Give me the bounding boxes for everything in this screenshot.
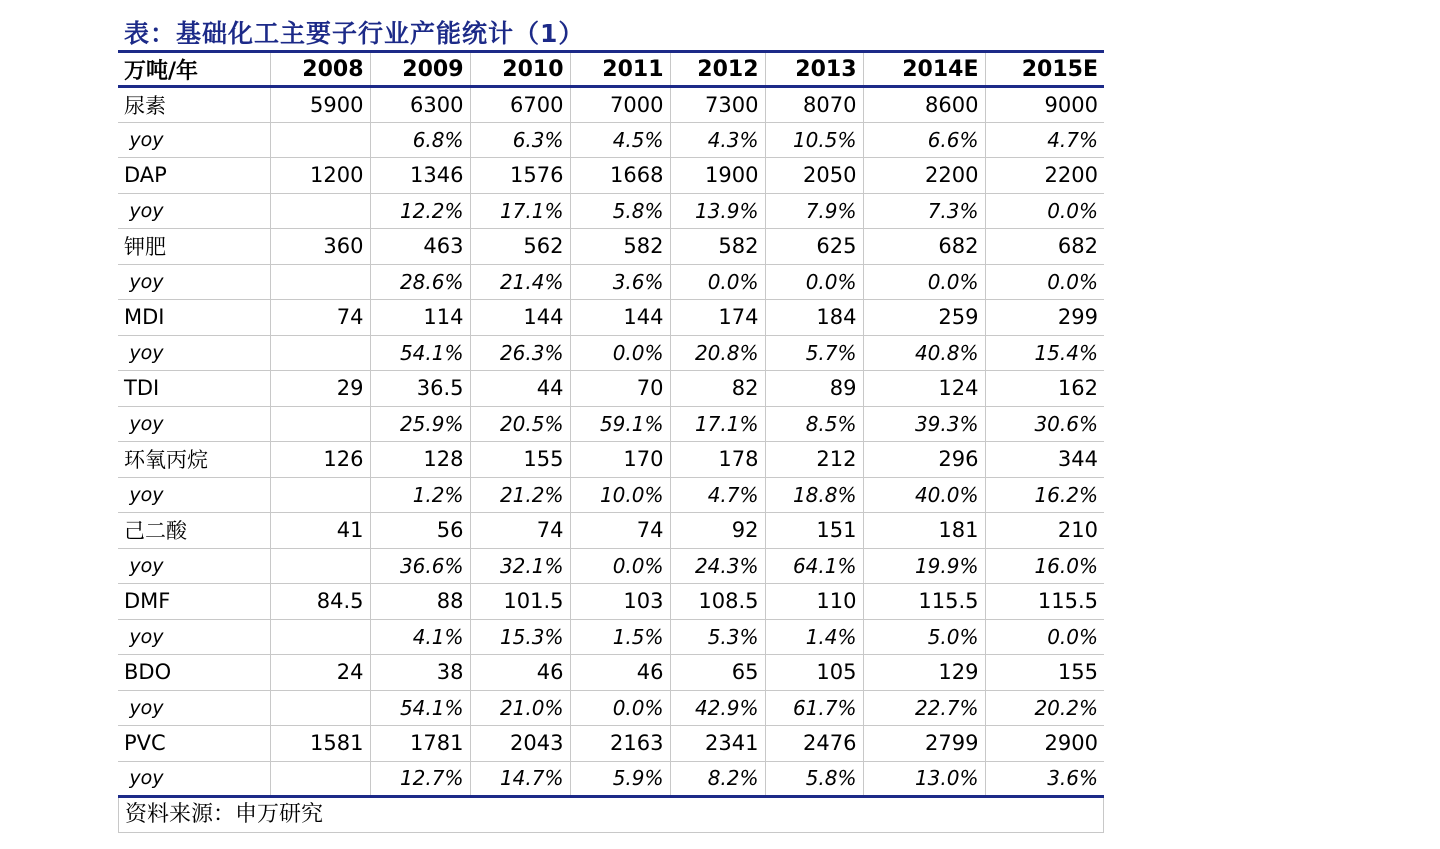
table-cell: 40.8% xyxy=(863,335,985,371)
table-cell: 0.0% xyxy=(985,193,1104,229)
table-cell: 9000 xyxy=(985,87,1104,123)
table-cell: 162 xyxy=(985,371,1104,407)
table-body xyxy=(118,87,1104,797)
table-cell: 16.0% xyxy=(985,548,1104,584)
table-cell xyxy=(270,548,370,584)
table-cell: 26.3% xyxy=(470,335,570,371)
table-cell: 5.8% xyxy=(570,193,670,229)
table-header-row xyxy=(118,52,1104,87)
table-cell: 30.6% xyxy=(985,406,1104,442)
product-row xyxy=(118,726,1104,762)
product-name: DMF xyxy=(118,584,270,620)
table-cell xyxy=(270,122,370,158)
product-name: BDO xyxy=(118,655,270,691)
table-cell: 5.3% xyxy=(670,619,765,655)
table-cell: 12.2% xyxy=(370,193,470,229)
yoy-row xyxy=(118,619,1104,655)
table-cell: 582 xyxy=(570,229,670,265)
header-unit: 万吨/年 xyxy=(118,52,270,87)
table-cell: 21.4% xyxy=(470,264,570,300)
table-cell: 174 xyxy=(670,300,765,336)
table-cell: 25.9% xyxy=(370,406,470,442)
table-cell: 6.3% xyxy=(470,122,570,158)
table-cell: 1781 xyxy=(370,726,470,762)
table-cell: 6.6% xyxy=(863,122,985,158)
table-cell: 8070 xyxy=(765,87,863,123)
table-cell: 54.1% xyxy=(370,335,470,371)
table-cell: 20.2% xyxy=(985,690,1104,726)
yoy-label: yoy xyxy=(118,264,270,300)
table-cell: 36.6% xyxy=(370,548,470,584)
table-cell: 59.1% xyxy=(570,406,670,442)
table-cell: 7000 xyxy=(570,87,670,123)
product-row xyxy=(118,655,1104,691)
table-cell: 625 xyxy=(765,229,863,265)
table-cell: 360 xyxy=(270,229,370,265)
table-cell: 56 xyxy=(370,513,470,549)
table-cell: 181 xyxy=(863,513,985,549)
table-cell: 1576 xyxy=(470,158,570,194)
table-cell: 74 xyxy=(270,300,370,336)
table-cell: 40.0% xyxy=(863,477,985,513)
table-cell: 682 xyxy=(985,229,1104,265)
yoy-row xyxy=(118,548,1104,584)
product-name: 钾肥 xyxy=(118,229,270,265)
table-cell: 178 xyxy=(670,442,765,478)
product-row xyxy=(118,513,1104,549)
table-cell: 463 xyxy=(370,229,470,265)
table-cell: 10.5% xyxy=(765,122,863,158)
table-cell: 29 xyxy=(270,371,370,407)
table-cell: 13.9% xyxy=(670,193,765,229)
table-cell: 1.5% xyxy=(570,619,670,655)
product-row xyxy=(118,442,1104,478)
product-name: TDI xyxy=(118,371,270,407)
table-cell: 2163 xyxy=(570,726,670,762)
table-cell: 0.0% xyxy=(570,548,670,584)
yoy-row xyxy=(118,406,1104,442)
table-cell: 18.8% xyxy=(765,477,863,513)
table-cell: 3.6% xyxy=(985,761,1104,797)
table-cell: 582 xyxy=(670,229,765,265)
table-cell: 1668 xyxy=(570,158,670,194)
table-cell: 4.5% xyxy=(570,122,670,158)
table-cell: 1581 xyxy=(270,726,370,762)
table-cell: 2200 xyxy=(985,158,1104,194)
table-cell: 344 xyxy=(985,442,1104,478)
product-name: 尿素 xyxy=(118,87,270,123)
table-cell: 54.1% xyxy=(370,690,470,726)
table-cell: 2050 xyxy=(765,158,863,194)
header-2008: 2008 xyxy=(270,52,370,87)
product-name: 环氧丙烷 xyxy=(118,442,270,478)
table-cell xyxy=(270,335,370,371)
table-cell: 210 xyxy=(985,513,1104,549)
table-cell: 22.7% xyxy=(863,690,985,726)
product-row xyxy=(118,371,1104,407)
table-cell: 88 xyxy=(370,584,470,620)
table-cell: 0.0% xyxy=(863,264,985,300)
header-2012: 2012 xyxy=(670,52,765,87)
table-cell: 2900 xyxy=(985,726,1104,762)
table-cell: 126 xyxy=(270,442,370,478)
table-cell: 32.1% xyxy=(470,548,570,584)
table-cell: 5.7% xyxy=(765,335,863,371)
table-cell: 144 xyxy=(570,300,670,336)
table-cell xyxy=(270,264,370,300)
table-cell: 105 xyxy=(765,655,863,691)
table-cell: 0.0% xyxy=(765,264,863,300)
table-cell: 144 xyxy=(470,300,570,336)
table-cell: 110 xyxy=(765,584,863,620)
table-cell: 562 xyxy=(470,229,570,265)
product-name: PVC xyxy=(118,726,270,762)
table-cell: 129 xyxy=(863,655,985,691)
product-row xyxy=(118,300,1104,336)
table-cell: 101.5 xyxy=(470,584,570,620)
table-cell: 5.0% xyxy=(863,619,985,655)
table-cell: 46 xyxy=(470,655,570,691)
table-cell: 1.4% xyxy=(765,619,863,655)
yoy-row xyxy=(118,761,1104,797)
table-cell: 0.0% xyxy=(570,335,670,371)
table-cell: 170 xyxy=(570,442,670,478)
table-cell: 1200 xyxy=(270,158,370,194)
table-cell: 0.0% xyxy=(670,264,765,300)
header-2015e: 2015E xyxy=(985,52,1104,87)
table-cell: 20.8% xyxy=(670,335,765,371)
table-cell: 1900 xyxy=(670,158,765,194)
table-cell: 82 xyxy=(670,371,765,407)
table-cell: 0.0% xyxy=(570,690,670,726)
table-cell: 13.0% xyxy=(863,761,985,797)
table-cell: 115.5 xyxy=(985,584,1104,620)
table-cell: 15.3% xyxy=(470,619,570,655)
product-row xyxy=(118,584,1104,620)
table-cell: 114 xyxy=(370,300,470,336)
table-cell: 8.5% xyxy=(765,406,863,442)
yoy-label: yoy xyxy=(118,335,270,371)
table-cell: 41 xyxy=(270,513,370,549)
table-cell: 3.6% xyxy=(570,264,670,300)
table-cell: 103 xyxy=(570,584,670,620)
table-cell: 212 xyxy=(765,442,863,478)
table-cell: 184 xyxy=(765,300,863,336)
table-cell: 24.3% xyxy=(670,548,765,584)
table-cell: 16.2% xyxy=(985,477,1104,513)
table-cell: 70 xyxy=(570,371,670,407)
table-cell: 17.1% xyxy=(470,193,570,229)
table-cell: 2043 xyxy=(470,726,570,762)
capacity-table xyxy=(118,50,1104,798)
table-cell: 108.5 xyxy=(670,584,765,620)
table-cell: 17.1% xyxy=(670,406,765,442)
table-cell: 6.8% xyxy=(370,122,470,158)
product-row xyxy=(118,87,1104,123)
table-cell: 7.9% xyxy=(765,193,863,229)
header-2010: 2010 xyxy=(470,52,570,87)
table-cell: 36.5 xyxy=(370,371,470,407)
table-cell: 0.0% xyxy=(985,619,1104,655)
table-cell xyxy=(270,193,370,229)
table-cell: 5.9% xyxy=(570,761,670,797)
table-cell: 10.0% xyxy=(570,477,670,513)
capacity-table-container xyxy=(118,50,1104,833)
table-cell: 0.0% xyxy=(985,264,1104,300)
yoy-row xyxy=(118,122,1104,158)
table-cell: 44 xyxy=(470,371,570,407)
table-cell: 115.5 xyxy=(863,584,985,620)
table-cell: 4.7% xyxy=(670,477,765,513)
table-cell: 7.3% xyxy=(863,193,985,229)
table-cell: 46 xyxy=(570,655,670,691)
table-cell xyxy=(270,619,370,655)
table-cell: 2476 xyxy=(765,726,863,762)
table-cell: 4.3% xyxy=(670,122,765,158)
table-cell xyxy=(270,406,370,442)
yoy-row xyxy=(118,193,1104,229)
table-cell: 12.7% xyxy=(370,761,470,797)
table-cell: 38 xyxy=(370,655,470,691)
table-cell: 682 xyxy=(863,229,985,265)
product-name: 己二酸 xyxy=(118,513,270,549)
header-2013: 2013 xyxy=(765,52,863,87)
table-cell: 1.2% xyxy=(370,477,470,513)
table-cell: 19.9% xyxy=(863,548,985,584)
table-cell: 2799 xyxy=(863,726,985,762)
source-note: 资料来源：申万研究 xyxy=(118,798,1104,833)
header-2009: 2009 xyxy=(370,52,470,87)
table-cell: 128 xyxy=(370,442,470,478)
table-cell: 21.2% xyxy=(470,477,570,513)
table-cell xyxy=(270,477,370,513)
yoy-label: yoy xyxy=(118,406,270,442)
table-cell: 28.6% xyxy=(370,264,470,300)
table-cell xyxy=(270,761,370,797)
table-cell: 61.7% xyxy=(765,690,863,726)
yoy-row xyxy=(118,690,1104,726)
table-cell: 6300 xyxy=(370,87,470,123)
table-cell: 20.5% xyxy=(470,406,570,442)
table-cell: 296 xyxy=(863,442,985,478)
table-cell: 124 xyxy=(863,371,985,407)
table-cell: 8.2% xyxy=(670,761,765,797)
table-cell: 2341 xyxy=(670,726,765,762)
yoy-label: yoy xyxy=(118,690,270,726)
table-cell: 259 xyxy=(863,300,985,336)
table-cell: 5.8% xyxy=(765,761,863,797)
product-name: DAP xyxy=(118,158,270,194)
table-cell: 92 xyxy=(670,513,765,549)
header-2014e: 2014E xyxy=(863,52,985,87)
table-cell: 64.1% xyxy=(765,548,863,584)
yoy-row xyxy=(118,477,1104,513)
table-cell: 21.0% xyxy=(470,690,570,726)
yoy-label: yoy xyxy=(118,619,270,655)
table-cell: 24 xyxy=(270,655,370,691)
yoy-label: yoy xyxy=(118,548,270,584)
table-cell: 4.1% xyxy=(370,619,470,655)
yoy-label: yoy xyxy=(118,193,270,229)
table-cell: 2200 xyxy=(863,158,985,194)
table-cell: 1346 xyxy=(370,158,470,194)
table-cell: 6700 xyxy=(470,87,570,123)
table-cell: 155 xyxy=(470,442,570,478)
product-row xyxy=(118,229,1104,265)
yoy-row xyxy=(118,264,1104,300)
table-cell: 42.9% xyxy=(670,690,765,726)
table-cell: 15.4% xyxy=(985,335,1104,371)
table-cell: 8600 xyxy=(863,87,985,123)
table-cell: 155 xyxy=(985,655,1104,691)
product-name: MDI xyxy=(118,300,270,336)
table-cell: 7300 xyxy=(670,87,765,123)
table-cell: 151 xyxy=(765,513,863,549)
yoy-label: yoy xyxy=(118,761,270,797)
table-cell: 39.3% xyxy=(863,406,985,442)
table-cell: 299 xyxy=(985,300,1104,336)
table-cell: 65 xyxy=(670,655,765,691)
table-cell: 5900 xyxy=(270,87,370,123)
yoy-label: yoy xyxy=(118,122,270,158)
header-2011: 2011 xyxy=(570,52,670,87)
table-cell xyxy=(270,690,370,726)
yoy-label: yoy xyxy=(118,477,270,513)
product-row xyxy=(118,158,1104,194)
table-cell: 84.5 xyxy=(270,584,370,620)
table-cell: 89 xyxy=(765,371,863,407)
table-cell: 4.7% xyxy=(985,122,1104,158)
table-cell: 74 xyxy=(570,513,670,549)
table-title: 表：基础化工主要子行业产能统计（1） xyxy=(124,19,585,48)
table-cell: 14.7% xyxy=(470,761,570,797)
table-cell: 74 xyxy=(470,513,570,549)
yoy-row xyxy=(118,335,1104,371)
